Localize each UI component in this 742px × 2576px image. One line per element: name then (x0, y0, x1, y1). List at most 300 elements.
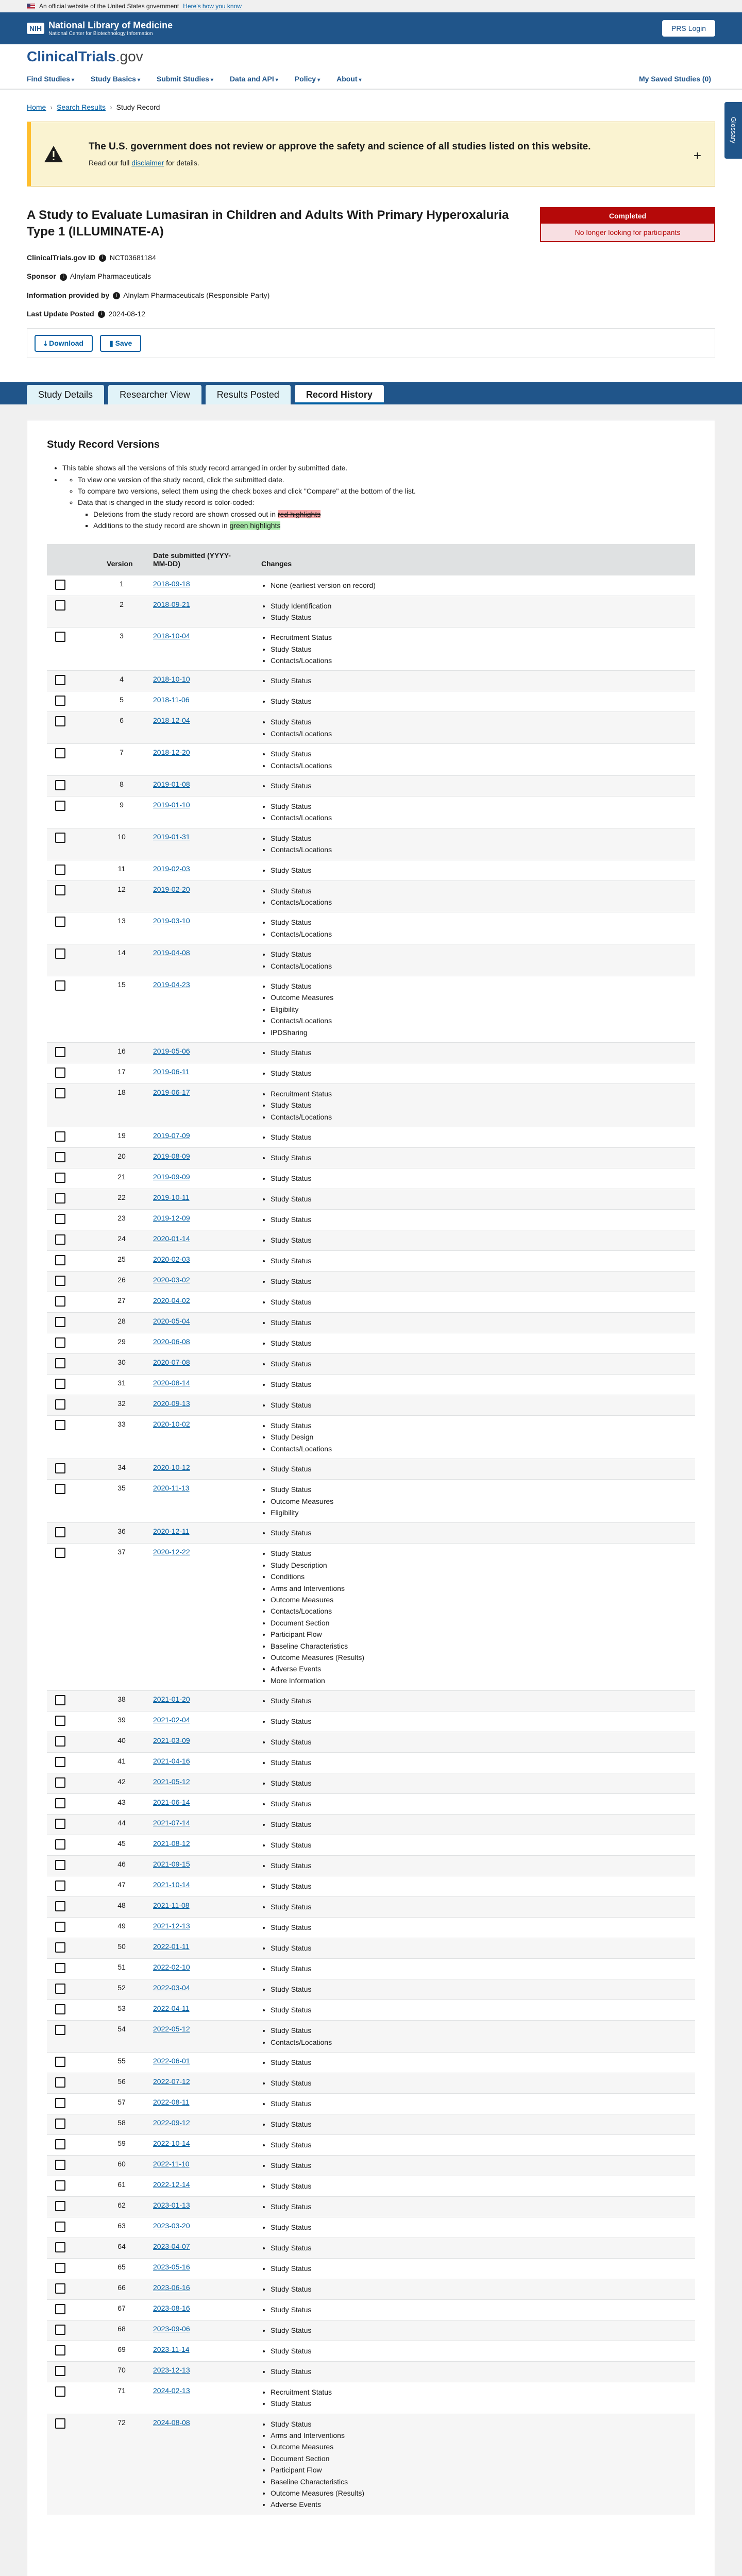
version-number: 62 (98, 2196, 145, 2217)
version-date-link[interactable]: 2020-02-03 (153, 1255, 190, 1264)
chevron-down-icon: ▾ (210, 77, 213, 83)
version-date-link[interactable]: 2022-02-10 (153, 1963, 190, 1972)
version-checkbox[interactable] (55, 600, 65, 611)
version-checkbox[interactable] (55, 1798, 65, 1808)
version-checkbox[interactable] (55, 1901, 65, 1911)
version-checkbox[interactable] (55, 2304, 65, 2314)
table-row (47, 880, 695, 912)
version-date-link[interactable]: 2022-11-10 (153, 2159, 190, 2168)
changes-cell (253, 1333, 695, 1354)
version-checkbox[interactable] (55, 2386, 65, 2397)
version-checkbox[interactable] (55, 1047, 65, 1057)
version-number: 59 (98, 2134, 145, 2155)
table-row (47, 1794, 695, 1815)
breadcrumb-home[interactable]: Home (27, 103, 46, 111)
version-checkbox[interactable] (55, 632, 65, 642)
version-number: 48 (98, 1897, 145, 1918)
version-date-link[interactable]: 2020-06-08 (153, 1337, 190, 1346)
version-date-link[interactable]: 2018-09-21 (153, 600, 190, 608)
table-row (47, 912, 695, 944)
nav-submit-studies[interactable]: Submit Studies ▾ (157, 75, 213, 83)
version-checkbox[interactable] (55, 1527, 65, 1537)
tab-results-posted[interactable]: Results Posted (206, 385, 291, 404)
version-checkbox[interactable] (55, 1860, 65, 1870)
table-row (47, 1876, 695, 1897)
version-checkbox[interactable] (55, 1839, 65, 1850)
changes-cell (253, 1835, 695, 1856)
change-item: • Study Status (271, 2201, 687, 2212)
change-item: • Study Status (271, 1548, 687, 1559)
table-row (47, 2414, 695, 2515)
history-card (27, 420, 715, 2576)
version-checkbox[interactable] (55, 1757, 65, 1767)
version-checkbox[interactable] (55, 2077, 65, 2088)
version-date-link[interactable]: 2023-09-06 (153, 2324, 190, 2333)
version-checkbox[interactable] (55, 2242, 65, 2252)
version-checkbox[interactable] (55, 696, 65, 706)
tab-researcher-view[interactable]: Researcher View (108, 385, 201, 404)
select-cell (47, 1292, 98, 1313)
version-date-link[interactable]: 2018-10-04 (153, 632, 190, 640)
version-checkbox[interactable] (55, 1963, 65, 1973)
version-checkbox[interactable] (55, 2366, 65, 2376)
version-checkbox[interactable] (55, 1173, 65, 1183)
version-checkbox[interactable] (55, 1984, 65, 1994)
changes-cell (253, 671, 695, 691)
version-date-link[interactable]: 2023-08-16 (153, 2303, 190, 2312)
version-date-link[interactable]: 2022-05-12 (153, 2025, 190, 2033)
table-row (47, 1375, 695, 1395)
date-cell (145, 2000, 253, 2021)
version-date-link[interactable]: 2021-10-14 (153, 1880, 190, 1889)
table-row (47, 2021, 695, 2053)
version-date-link[interactable]: 2020-09-13 (153, 1399, 190, 1408)
nih-logo-icon: NIH (27, 23, 44, 34)
date-cell (145, 2073, 253, 2093)
date-cell (145, 1375, 253, 1395)
breadcrumb-current: Study Record (116, 103, 160, 111)
select-cell (47, 1959, 98, 1979)
select-cell (47, 2176, 98, 2196)
select-cell (47, 912, 98, 944)
table-row (47, 1480, 695, 1523)
version-checkbox[interactable] (55, 2222, 65, 2232)
version-date-link[interactable]: 2020-03-02 (153, 1276, 190, 1284)
version-date-link[interactable]: 2021-12-13 (153, 1922, 190, 1930)
version-date-link[interactable]: 2024-08-08 (153, 2418, 190, 2427)
version-checkbox[interactable] (55, 2345, 65, 2355)
version-date-link[interactable]: 2019-08-09 (153, 1152, 190, 1161)
changes-cell (253, 2073, 695, 2093)
version-date-link[interactable]: 2023-01-13 (153, 2200, 190, 2209)
select-cell (47, 2073, 98, 2093)
tab-record-history[interactable]: Record History (295, 385, 384, 404)
version-date-link[interactable]: 2023-04-07 (153, 2242, 190, 2250)
version-date-link[interactable]: 2023-11-14 (153, 2345, 190, 2353)
change-item: • Eligibility (271, 1004, 687, 1015)
version-date-link[interactable]: 2018-11-06 (153, 696, 190, 704)
version-date-link[interactable]: 2020-12-22 (153, 1548, 190, 1556)
change-item: • Contacts/Locations (271, 1015, 687, 1026)
info-icon[interactable]: i (113, 292, 120, 299)
version-checkbox[interactable] (55, 2119, 65, 2129)
version-date-link[interactable]: 2020-04-02 (153, 1296, 190, 1305)
version-checkbox[interactable] (55, 1922, 65, 1932)
version-number: 49 (98, 1918, 145, 1938)
version-date-link[interactable]: 2019-06-17 (153, 1088, 190, 1096)
nav-study-basics[interactable]: Study Basics ▾ (91, 75, 140, 83)
version-checkbox[interactable] (55, 1358, 65, 1368)
change-item: • Study Status (271, 2057, 687, 2068)
version-checkbox[interactable] (55, 980, 65, 991)
version-date-link[interactable]: 2019-03-10 (153, 917, 190, 925)
changes-cell (253, 2299, 695, 2320)
date-cell (145, 1168, 253, 1189)
version-date-link[interactable]: 2021-03-09 (153, 1736, 190, 1745)
nav-data-api[interactable]: Data and API ▾ (229, 75, 278, 83)
table-row (47, 2155, 695, 2176)
change-item: • Arms and Interventions (271, 1583, 687, 1594)
version-date-link[interactable]: 2021-07-14 (153, 1819, 190, 1827)
version-checkbox[interactable] (55, 1317, 65, 1327)
version-checkbox[interactable] (55, 2263, 65, 2273)
nav-about[interactable]: About ▾ (336, 75, 362, 83)
version-checkbox[interactable] (55, 2201, 65, 2211)
tab-study-details[interactable]: Study Details (27, 385, 104, 404)
version-checkbox[interactable] (55, 716, 65, 726)
select-cell (47, 575, 98, 596)
version-number: 7 (98, 744, 145, 776)
changes-cell (253, 1416, 695, 1459)
study-header (0, 187, 742, 242)
table-row (47, 744, 695, 776)
change-item: • Study Status (271, 748, 687, 759)
version-date-link[interactable]: 2019-06-11 (153, 1067, 190, 1076)
version-checkbox[interactable] (55, 1942, 65, 1953)
nav-policy[interactable]: Policy ▾ (294, 75, 321, 83)
date-cell (145, 2021, 253, 2053)
table-row (47, 1148, 695, 1168)
date-cell (145, 828, 253, 860)
table-row (47, 1251, 695, 1272)
version-date-link[interactable]: 2019-04-23 (153, 980, 190, 989)
version-checkbox[interactable] (55, 865, 65, 875)
version-number: 33 (98, 1416, 145, 1459)
date-cell (145, 2299, 253, 2320)
version-number: 21 (98, 1168, 145, 1189)
gov-banner-text: An official website of the United States government (39, 3, 179, 10)
select-cell (47, 2052, 98, 2073)
version-checkbox[interactable] (55, 833, 65, 843)
version-date-link[interactable]: 2019-09-09 (153, 1173, 190, 1181)
version-checkbox[interactable] (55, 580, 65, 590)
version-number: 19 (98, 1127, 145, 1148)
change-item: • Study Status (271, 780, 687, 791)
version-checkbox[interactable] (55, 1880, 65, 1891)
date-cell (145, 2382, 253, 2414)
version-date-link[interactable]: 2020-11-13 (153, 1484, 190, 1493)
version-date-link[interactable]: 2023-03-20 (153, 2221, 190, 2230)
version-checkbox[interactable] (55, 780, 65, 790)
version-checkbox[interactable] (55, 2325, 65, 2335)
nlm-logo[interactable] (27, 20, 173, 37)
version-checkbox[interactable] (55, 1548, 65, 1558)
glossary-side-tab[interactable]: Glossary (724, 102, 742, 159)
version-checkbox[interactable] (55, 1214, 65, 1224)
version-date-link[interactable]: 2019-04-08 (153, 948, 190, 957)
changes-cell (253, 1691, 695, 1711)
version-checkbox[interactable] (55, 917, 65, 927)
select-cell (47, 2414, 98, 2515)
changes-cell (253, 2414, 695, 2515)
version-date-link[interactable]: 2021-06-14 (153, 1798, 190, 1807)
version-checkbox[interactable] (55, 1695, 65, 1705)
site-logo[interactable]: ClinicalTrials (27, 48, 116, 64)
select-cell (47, 1544, 98, 1691)
version-checkbox[interactable] (55, 1777, 65, 1788)
nav-find-studies[interactable]: Find Studies ▾ (27, 75, 75, 83)
heres-how-link[interactable]: Here's how you know (183, 3, 242, 10)
change-item: • More Information (271, 1675, 687, 1686)
version-date-link[interactable]: 2024-02-13 (153, 2386, 190, 2395)
version-checkbox[interactable] (55, 1379, 65, 1389)
version-date-link[interactable]: 2022-06-01 (153, 2056, 190, 2065)
version-checkbox[interactable] (55, 1276, 65, 1286)
disclaimer-link[interactable]: disclaimer (131, 159, 164, 167)
version-date-link[interactable]: 2018-12-20 (153, 748, 190, 757)
version-date-link[interactable]: 2019-12-09 (153, 1214, 190, 1223)
change-item: • Study Status (271, 801, 687, 812)
gov-banner (0, 0, 742, 12)
sponsor-row: Sponsor i Alnylam Pharmaceuticals (27, 272, 151, 281)
version-date-link[interactable]: 2022-09-12 (153, 2118, 190, 2127)
date-cell (145, 2052, 253, 2073)
select-cell (47, 1876, 98, 1897)
change-item: • Outcome Measures (271, 1496, 687, 1507)
version-date-link[interactable]: 2021-05-12 (153, 1777, 190, 1786)
select-cell (47, 1523, 98, 1544)
version-date-link[interactable]: 2020-01-14 (153, 1234, 190, 1243)
version-date-link[interactable]: 2021-04-16 (153, 1757, 190, 1766)
version-date-link[interactable]: 2019-02-20 (153, 885, 190, 893)
change-item: • Study Status (271, 2398, 687, 2409)
date-cell (145, 1127, 253, 1148)
version-date-link[interactable]: 2022-07-12 (153, 2077, 190, 2086)
select-cell (47, 1753, 98, 1773)
change-item: • Contacts/Locations (271, 760, 687, 771)
version-date-link[interactable]: 2020-10-02 (153, 1420, 190, 1429)
version-date-link[interactable]: 2019-07-09 (153, 1131, 190, 1140)
version-checkbox[interactable] (55, 2160, 65, 2170)
select-cell (47, 828, 98, 860)
saved-studies-link[interactable]: My Saved Studies (0) (638, 75, 711, 83)
changes-cell (253, 1375, 695, 1395)
version-date-link[interactable]: 2019-02-03 (153, 864, 190, 873)
date-cell (145, 2155, 253, 2176)
version-checkbox[interactable] (55, 1819, 65, 1829)
change-item: • Study Status (271, 2077, 687, 2089)
version-checkbox[interactable] (55, 1193, 65, 1204)
version-date-link[interactable]: 2019-01-08 (153, 780, 190, 789)
version-date-link[interactable]: 2021-08-12 (153, 1839, 190, 1848)
table-row (47, 860, 695, 880)
select-cell (47, 2279, 98, 2299)
version-date-link[interactable]: 2023-06-16 (153, 2283, 190, 2292)
version-date-link[interactable]: 2023-12-13 (153, 2365, 190, 2374)
version-checkbox[interactable] (55, 1088, 65, 1098)
date-cell (145, 1753, 253, 1773)
table-row (47, 2093, 695, 2114)
version-checkbox[interactable] (55, 2098, 65, 2108)
chevron-right-icon: › (109, 103, 112, 111)
info-icon[interactable]: i (60, 274, 67, 281)
version-checkbox[interactable] (55, 2057, 65, 2067)
table-row (47, 1938, 695, 1959)
version-checkbox[interactable] (55, 2283, 65, 2294)
version-date-link[interactable]: 2020-05-04 (153, 1317, 190, 1326)
version-date-link[interactable]: 2019-01-10 (153, 801, 190, 809)
version-checkbox[interactable] (55, 2139, 65, 2149)
version-date-link[interactable]: 2020-07-08 (153, 1358, 190, 1367)
changes-cell (253, 596, 695, 628)
change-item: • Study Status (271, 2325, 687, 2336)
version-checkbox[interactable] (55, 1234, 65, 1245)
date-cell (145, 596, 253, 628)
version-checkbox[interactable] (55, 2180, 65, 2191)
version-number: 56 (98, 2073, 145, 2093)
changes-cell (253, 744, 695, 776)
select-cell (47, 1354, 98, 1375)
warning-icon (43, 145, 64, 163)
version-date-link[interactable]: 2022-10-14 (153, 2139, 190, 2147)
change-item: • Study Status (271, 1420, 687, 1431)
table-row (47, 796, 695, 828)
select-cell (47, 1459, 98, 1480)
version-date-link[interactable]: 2022-12-14 (153, 2180, 190, 2189)
version-checkbox[interactable] (55, 675, 65, 685)
version-checkbox[interactable] (55, 1716, 65, 1726)
prs-login-button[interactable]: PRS Login (662, 20, 715, 37)
version-date-link[interactable]: 2021-09-15 (153, 1860, 190, 1869)
changes-cell (253, 2134, 695, 2155)
date-cell (145, 1354, 253, 1375)
changes-cell (253, 2021, 695, 2053)
changes-cell (253, 1918, 695, 1938)
select-cell (47, 2258, 98, 2279)
version-date-link[interactable]: 2018-12-04 (153, 716, 190, 725)
version-checkbox[interactable] (55, 1463, 65, 1473)
change-item: • Study Status (271, 1214, 687, 1225)
version-checkbox[interactable] (55, 885, 65, 895)
version-date-link[interactable]: 2021-02-04 (153, 1716, 190, 1724)
change-item: • Baseline Characteristics (271, 2476, 687, 2487)
save-button[interactable]: ▮ Save (100, 335, 141, 352)
select-cell (47, 1042, 98, 1063)
change-item: • Study Status (271, 1296, 687, 1308)
date-cell (145, 1313, 253, 1333)
version-date-link[interactable]: 2022-08-11 (153, 2097, 190, 2106)
version-date-link[interactable]: 2021-01-20 (153, 1695, 190, 1704)
version-checkbox[interactable] (55, 2004, 65, 2014)
table-row (47, 1773, 695, 1794)
changes-cell (253, 1876, 695, 1897)
version-date-link[interactable]: 2018-10-10 (153, 675, 190, 684)
chevron-down-icon: ▾ (72, 77, 75, 83)
version-date-link[interactable]: 2019-05-06 (153, 1046, 190, 1055)
site-logo-suffix: .gov (115, 48, 143, 64)
table-row (47, 2073, 695, 2093)
version-date-link[interactable]: 2019-01-31 (153, 832, 190, 841)
change-item: • Study Status (271, 1839, 687, 1851)
version-number: 2 (98, 596, 145, 628)
version-checkbox[interactable] (55, 1067, 65, 1078)
version-date-link[interactable]: 2021-11-08 (153, 1901, 190, 1910)
changes-cell (253, 1230, 695, 1251)
version-date-link[interactable]: 2019-10-11 (153, 1193, 190, 1202)
info-icon[interactable]: i (99, 255, 106, 262)
version-number: 31 (98, 1375, 145, 1395)
version-checkbox[interactable] (55, 2418, 65, 2429)
version-number: 72 (98, 2414, 145, 2515)
version-date-link[interactable]: 2023-05-16 (153, 2262, 190, 2271)
expand-plus-icon[interactable]: + (693, 148, 701, 163)
version-date-link[interactable]: 2022-04-11 (153, 2004, 190, 2013)
version-checkbox[interactable] (55, 1736, 65, 1747)
version-checkbox[interactable] (55, 748, 65, 758)
version-checkbox[interactable] (55, 1420, 65, 1430)
version-checkbox[interactable] (55, 1296, 65, 1307)
version-checkbox[interactable] (55, 1131, 65, 1142)
version-date-link[interactable]: 2022-03-04 (153, 1984, 190, 1992)
changes-cell (253, 1979, 695, 2000)
changes-cell (253, 2155, 695, 2176)
version-date-link[interactable]: 2020-12-11 (153, 1527, 190, 1536)
download-button[interactable]: ⤓ Download (35, 335, 93, 352)
change-item: • Study Status (271, 2242, 687, 2253)
history-section (0, 404, 742, 2576)
version-checkbox[interactable] (55, 1337, 65, 1348)
version-number: 35 (98, 1480, 145, 1523)
version-date-link[interactable]: 2022-01-11 (153, 1942, 190, 1951)
change-item: • Study Status (271, 1463, 687, 1475)
version-checkbox[interactable] (55, 1399, 65, 1410)
table-row (47, 944, 695, 976)
version-number: 60 (98, 2155, 145, 2176)
version-checkbox[interactable] (55, 801, 65, 811)
select-cell (47, 1897, 98, 1918)
version-checkbox[interactable] (55, 1152, 65, 1162)
info-icon[interactable]: i (98, 311, 105, 318)
version-date-link[interactable]: 2020-10-12 (153, 1463, 190, 1472)
version-number: 44 (98, 1815, 145, 1835)
version-date-link[interactable]: 2018-09-18 (153, 579, 190, 588)
version-number: 63 (98, 2217, 145, 2238)
version-date-link[interactable]: 2020-08-14 (153, 1379, 190, 1387)
select-cell (47, 796, 98, 828)
version-checkbox[interactable] (55, 1484, 65, 1494)
change-item: • Document Section (271, 2453, 687, 2464)
breadcrumb-search-results[interactable]: Search Results (57, 103, 106, 111)
version-number: 51 (98, 1959, 145, 1979)
select-cell (47, 2196, 98, 2217)
version-checkbox[interactable] (55, 2025, 65, 2035)
version-checkbox[interactable] (55, 1255, 65, 1265)
version-checkbox[interactable] (55, 948, 65, 959)
version-number: 53 (98, 2000, 145, 2021)
select-cell (47, 1773, 98, 1794)
select-cell (47, 1168, 98, 1189)
change-item: • Study Status (271, 643, 687, 655)
